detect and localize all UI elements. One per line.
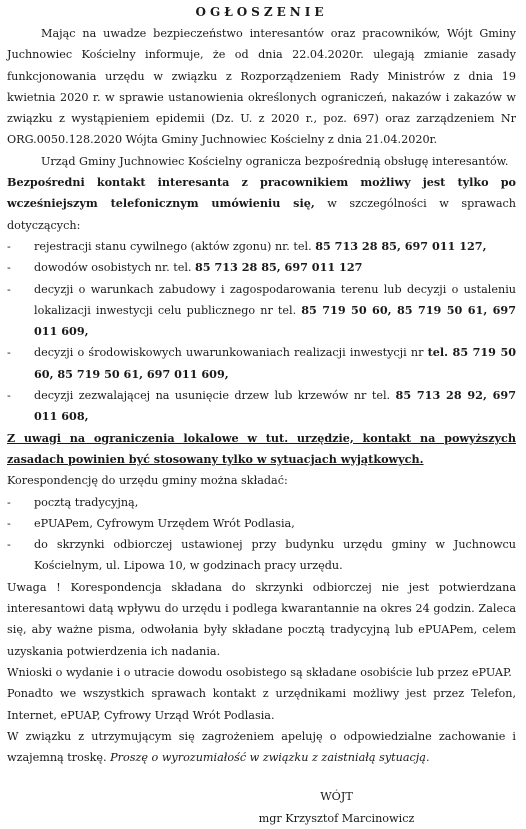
appeal-paragraph bbox=[7, 726, 516, 769]
list-item bbox=[7, 257, 516, 278]
item-phones: 85 713 28 85, 697 011 127 bbox=[195, 260, 363, 275]
appeal-italic-text: Proszę o wyrozumiałość w związku z zaistniałą sytuacją. bbox=[110, 751, 430, 765]
page-title: OGŁOSZENIE bbox=[195, 5, 328, 19]
contact-bold-text: Bezpośredni kontakt interesanta z pracownikiem możliwy jest tylko po wcześniejszym telefonicznym umówieniu się, bbox=[7, 175, 516, 211]
list-item bbox=[7, 236, 516, 257]
item-phones: 85 713 28 85, 697 011 127, bbox=[315, 238, 487, 253]
list-item bbox=[7, 342, 516, 385]
item-text: dowodów osobistych nr. tel. bbox=[34, 261, 196, 275]
item-phones: 85 713 28 92, 697 011 608, bbox=[34, 388, 516, 424]
other-contact-paragraph: Ponadto we wszystkich sprawach kontakt z urzędnikami możliwy jest przez Telefon, Internet, ePUAP, Cyfrowy Urząd Wrót Podlasia. bbox=[7, 687, 516, 722]
item-text: rejestracji stanu cywilnego (aktów zgonu) nr. tel. bbox=[34, 239, 316, 253]
signature-name: mgr Krzysztof Marcinowicz bbox=[258, 811, 415, 825]
applications-paragraph: Wnioski o wydanie i o utracie dowodu osobistego są składane osobiście lub przez ePUAP. bbox=[7, 665, 512, 679]
list-item: - do skrzynki odbiorczej ustawionej przy budynku urzędu gminy w Juchnowcu Kościelnym, ul. Lipowa 10, w godzinach pracy urzędu. bbox=[7, 534, 516, 577]
signature-title: WÓJT bbox=[320, 790, 353, 804]
contact-rest-text: w szczególności w sprawach dotyczących: bbox=[7, 197, 516, 232]
item-phones: 85 719 50 60, 85 719 50 61, 697 011 609, bbox=[34, 302, 516, 339]
list-item bbox=[7, 385, 516, 428]
correspondence-intro: Korespondencję do urzędu gminy można składać: bbox=[7, 474, 288, 488]
item-text: decyzji o środowiskowych uwarunkowaniach realizacji inwestycji nr bbox=[34, 346, 428, 360]
note-paragraph: Uwaga ! Korespondencja składana do skrzynki odbiorczej nie jest potwierdzana interesantowi datą wpływu do urzędu i podlega kwarantannie na okres 24 godzin. Zaleca się, aby ważne pisma, odwołania były składane pocztą tradycyjną lub ePUAPem, celem uzyskania potwierdzenia ich nadania. bbox=[7, 580, 516, 658]
appeal-text: W związku z utrzymującym się zagrożeniem apeluję o odpowiedzialne zachowanie i wzajemną troskę. bbox=[7, 729, 516, 765]
contact-list bbox=[7, 236, 516, 428]
limit-paragraph: Urząd Gminy Juchnowiec Kościelny ogranicza bezpośrednią obsługę interesantów. bbox=[41, 154, 509, 168]
item-text: decyzji o warunkach zabudowy i zagospodarowania terenu lub decyzji o ustaleniu lokalizacji inwestycji celu publicznego nr tel. bbox=[34, 282, 516, 317]
list-item: - pocztą tradycyjną, bbox=[7, 492, 516, 513]
warning-paragraph: Z uwagi na ograniczenia lokalowe w tut. urzędzie, kontakt na powyższych zasadach powinien być stosowany tylko w sytuacjach wyjątkowych. bbox=[7, 430, 516, 466]
item-text: decyzji zezwalającej na usunięcie drzew lub krzewów nr tel. bbox=[34, 389, 396, 403]
list-item bbox=[7, 279, 516, 343]
contact-paragraph bbox=[7, 172, 516, 236]
intro-paragraph: Mając na uwadze bezpieczeństwo interesantów oraz pracowników, Wójt Gminy Juchnowiec Kościelny informuje, że od dnia 22.04.2020r. ulegają zmianie zasady funkcjonowania urzędu w związku z Rozporządzeniem Rady Ministrów z dnia 19 kwietnia 2020 r. w sprawie ustanowienia określonych ograniczeń, nakazów i zakazów w związku z wystąpieniem epidemii (Dz. U. z 2020 r., poz. 697) oraz zarządzeniem Nr ORG.0050.128.2020 Wójta Gminy Juchnowiec Kościelny z dnia 21.04.2020r. bbox=[7, 27, 516, 147]
correspondence-list bbox=[7, 492, 516, 577]
item-phones: tel. 85 719 50 60, 85 719 50 61, 697 011 609, bbox=[34, 345, 517, 381]
list-item: - ePUAPem, Cyfrowym Urzędem Wrót Podlasia, bbox=[7, 513, 516, 534]
